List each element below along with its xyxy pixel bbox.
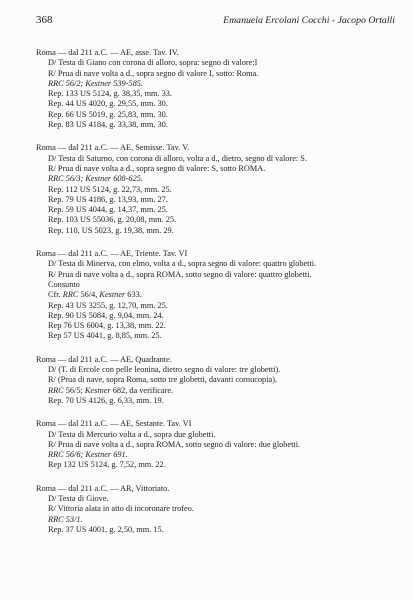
catalogue-entry-semisse bbox=[36, 143, 395, 236]
reference-rrc: RRC bbox=[62, 290, 79, 300]
reverse-description: R/ (Prua di nave, sopra Roma, sotto tre globetti, davanti cornucopia). bbox=[48, 375, 278, 385]
find-record: Rep. 59 US 4044, g. 14,37, mm. 25. bbox=[48, 205, 168, 215]
obverse-description: D/ Testa di Giove. bbox=[48, 493, 109, 503]
entry-title: Roma — dal 211 a.C. — AE, Sestante. Tav. VI bbox=[36, 419, 192, 429]
catalogue-entry-triente bbox=[36, 249, 395, 342]
reference: RRC 56/2; Kestner 539-585. bbox=[48, 78, 143, 88]
reverse-description: R/ Prua di nave volta a d., sopra ROMA, sotto segno di valore: due globetti. bbox=[48, 439, 301, 449]
obverse-description: D/ (T. di Ercole con pelle leonina, dietro segno di valore: tre globetti). bbox=[48, 365, 281, 375]
entry-title: Roma — dal 211 a.C. — AE, Triente. Tav. VI bbox=[36, 249, 188, 259]
find-record: Rep. 110, US 5023, g. 19,38, mm. 29. bbox=[48, 225, 174, 235]
catalogue-entries bbox=[36, 48, 395, 548]
entry-title: Roma — dal 211 a.C. — AE, asse. Tav. IV. bbox=[36, 48, 179, 57]
condition-note: Consunto bbox=[48, 279, 80, 289]
reference-prefix: Cfr. bbox=[48, 290, 63, 300]
obverse-description: D/ Testa di Minerva, con elmo, volta a d., sopra segno di valore: quattro globetti. bbox=[48, 259, 317, 269]
reverse-description: R/ Prua di nave volta a d., sopra segno di valore: S, sotto ROMA. bbox=[48, 163, 266, 173]
catalogue-entry-asse bbox=[36, 48, 395, 130]
reverse-description: R/ Prua di nave volta a d., sopra segno di valore I, sotto: Roma. bbox=[48, 68, 259, 78]
find-record: Rep. 90 US 5084, g. 9,04, mm. 24. bbox=[48, 310, 164, 320]
find-record: Rep. 83 US 4184, g. 33,38, mm. 30. bbox=[48, 120, 168, 130]
reference-kestner: Kestner bbox=[99, 290, 126, 300]
reference bbox=[36, 386, 395, 396]
find-record: Rep. 103 US 55036, g. 20,08, mm. 25. bbox=[48, 215, 177, 225]
reverse-description: R/ Vittoria alata in atto di incoronare trofeo. bbox=[48, 504, 194, 514]
find-record: Rep. 112 US 5124, g. 22,73, mm. 25. bbox=[48, 184, 172, 194]
reference-end: 633. bbox=[125, 290, 142, 300]
find-record: Rep. 66 US 5019, g. 25,83, mm. 30. bbox=[48, 109, 168, 119]
reference-rrc: RRC bbox=[48, 385, 64, 395]
obverse-description: D/ Testa di Giano con corona di alloro, sopra: segno di valore:I bbox=[48, 58, 258, 68]
reverse-description: R/ Prua di nave volta a d., sopra ROMA, sotto segno di valore: quattro globetti. bbox=[48, 269, 312, 279]
find-record: Rep 76 US 6004, g. 13,38, mm. 22. bbox=[48, 321, 166, 331]
page-number: 368 bbox=[36, 14, 53, 26]
catalogue-entry-sestante bbox=[36, 419, 395, 470]
find-record: Rep. 133 US 5124, g. 38,35, mm. 33. bbox=[48, 89, 172, 99]
find-record: Rep. 44 US 4020, g. 29,55, mm. 30. bbox=[48, 99, 168, 109]
find-record: Rep. 43 US 3255, g. 12,70, mm. 25. bbox=[48, 300, 168, 310]
reference bbox=[36, 290, 395, 300]
reference: RRC 56/6; Kestner 691. bbox=[48, 450, 128, 460]
reference-end: 682, da verificare. bbox=[110, 385, 174, 395]
obverse-description: D/ Testa di Saturno, con corona di alloro, volta a d., dietro, segno di valore: S. bbox=[48, 153, 307, 163]
reference: RRC 53/1. bbox=[48, 514, 83, 524]
page-header bbox=[36, 14, 395, 28]
catalogue-entry-vittoriato bbox=[36, 484, 395, 535]
entry-title: Roma — dal 211 a.C. — AR, Vittoriato. bbox=[36, 483, 170, 493]
entry-title: Roma — dal 211 a.C. — AE, Semisse. Tav. V. bbox=[36, 143, 190, 153]
find-record: Rep. 70 US 4126, g. 6,33, mm. 19. bbox=[48, 395, 164, 405]
reference-number: 56/5; bbox=[63, 385, 85, 395]
reference-number: 56/4, bbox=[78, 290, 100, 300]
reference: RRC 56/3; Kestner 608-625. bbox=[48, 174, 143, 184]
catalogue-entry-quadrante bbox=[36, 355, 395, 406]
running-head: Emanuela Ercolani Cocchi - Jacopo Ortalli bbox=[223, 15, 395, 26]
entry-title: Roma — dal 211 a.C. — AE, Quadrante. bbox=[36, 354, 172, 364]
find-record: Rep 132 US 5124, g. 7,52, mm. 22. bbox=[48, 460, 166, 470]
find-record: Rep. 37 US 4001, g. 2,50, mm. 15. bbox=[48, 524, 164, 534]
find-record: Rep. 79 US 4186, g. 13,93, mm. 27. bbox=[48, 194, 168, 204]
reference-kestner: Kestner bbox=[84, 385, 111, 395]
obverse-description: D/ Testa di Mercurio volta a d., sopra due globetti. bbox=[48, 429, 216, 439]
find-record: Rep 57 US 4041, g. 8,85, mm. 25. bbox=[48, 331, 162, 341]
